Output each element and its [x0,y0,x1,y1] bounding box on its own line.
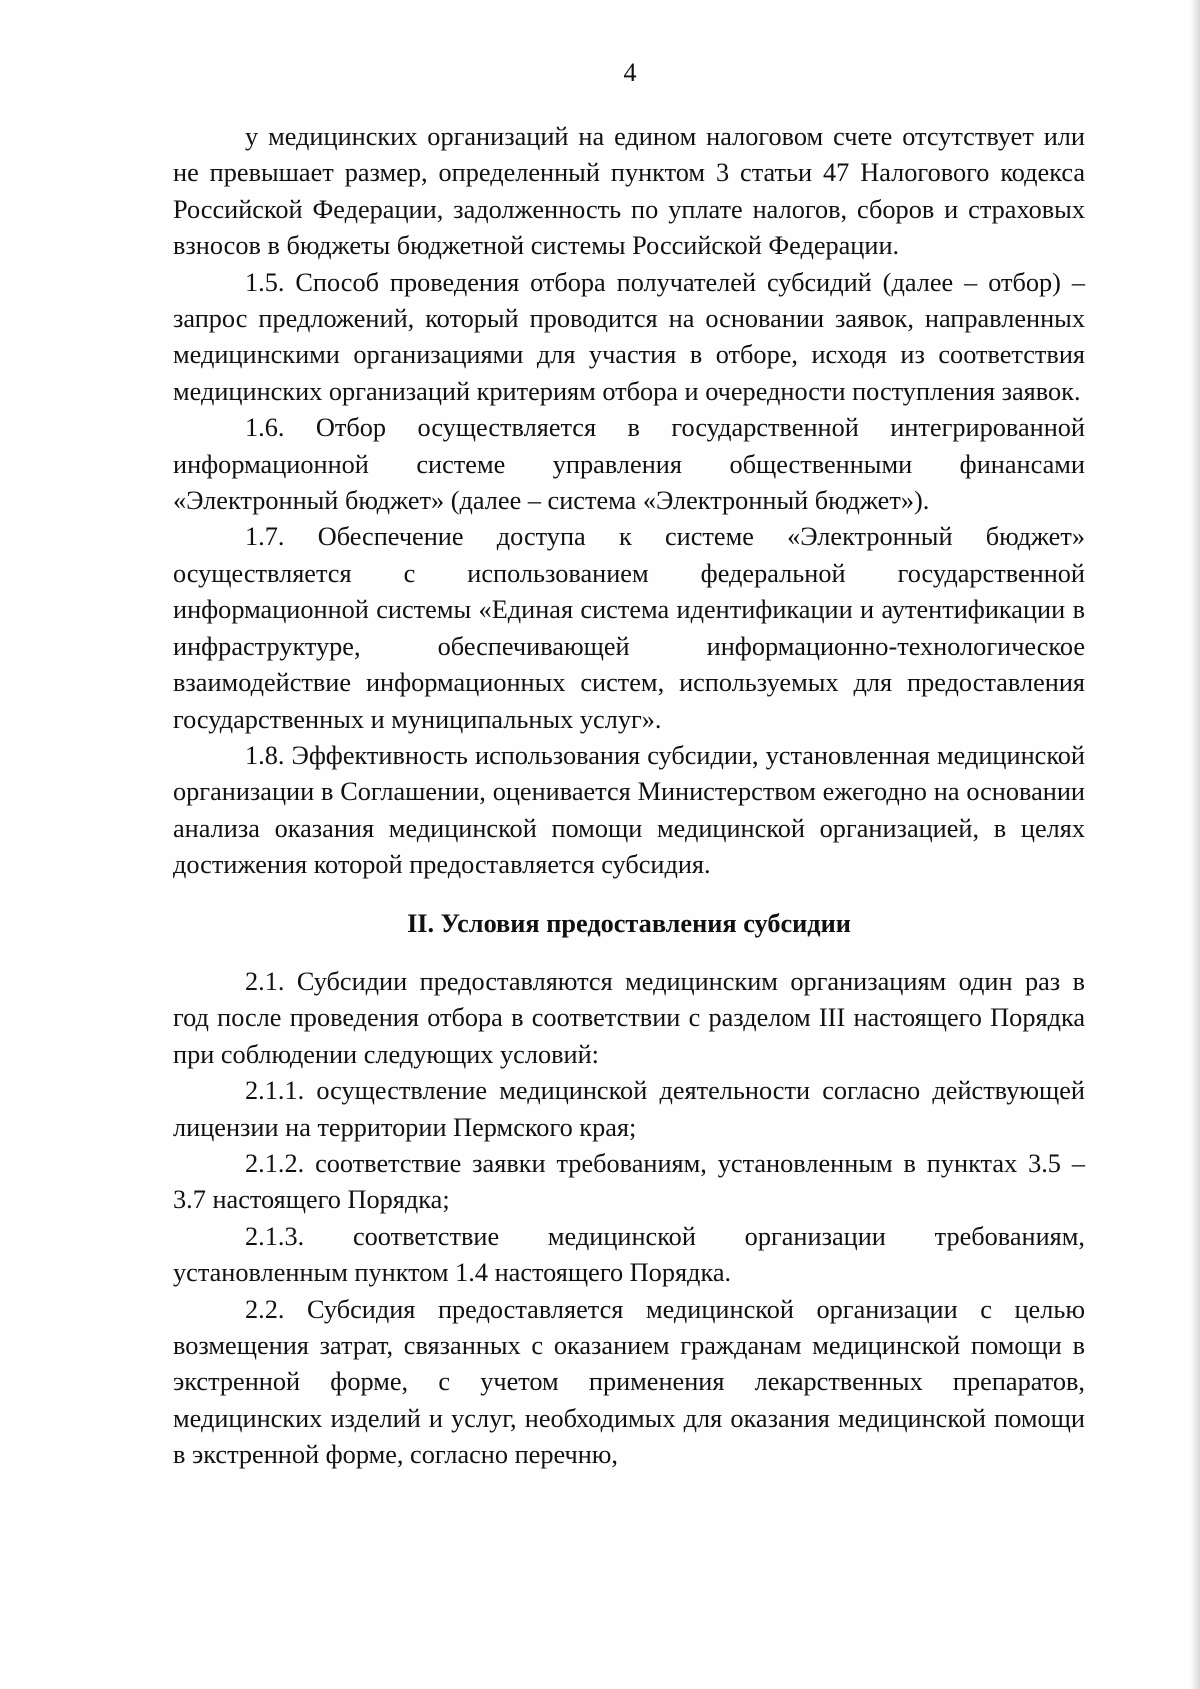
section-title: II. Условия предоставления субсидии [407,908,851,938]
page-edge-shadow [1190,0,1200,1689]
page-number: 4 [623,58,637,87]
paragraph-2-1: 2.1. Субсидии предоставляются медицинским организациям один раз в год после проведения отбора в соответствии с разделом III настоящего Порядка при соблюдении следующих условий: [173,966,1085,1069]
paragraph-1-8: 1.8. Эффективность использования субсидии, установленная медицинской организации в Соглашении, оценивается Министерством ежегодно на основании анализа оказания медицинской помощи медицинской организацией, в целях достижения которой предоставляется субсидия. [173,740,1085,880]
paragraph-1-6: 1.6. Отбор осуществляется в государственной интегрированной информационной системе управления общественными финансами «Электронный бюджет» (далее – система «Электронный бюджет»). [173,413,1085,516]
document-body [173,119,1085,1474]
paragraph-2-1-1: 2.1.1. осуществление медицинской деятельности согласно действующей лицензии на территории Пермского края; [173,1076,1085,1142]
paragraph-2-1-3: 2.1.3. соответствие медицинской организации требованиям, установленным пунктом 1.4 настоящего Порядка. [173,1221,1085,1288]
paragraph-tax-debt-continuation: у медицинских организаций на едином налоговом счете отсутствует или не превышает размер, определенный пунктом 3 статьи 47 Налогового кодекса Российской Федерации, задолженность по уплате налогов, сборов и страховых взносов в бюджеты бюджетной системы Российской Федерации. [173,122,1085,261]
paragraph-2-2: 2.2. Субсидия предоставляется медицинской организации с целью возмещения затрат, связанных с оказанием гражданам медицинской помощи в экстренной форме, с учетом применения лекарственных препаратов, медицинских изделий и услуг, необходимых для оказания медицинской помощи в экстренной форме, согласно перечню, [173,1294,1085,1470]
paragraph-1-7: 1.7. Обеспечение доступа к системе «Электронный бюджет» осуществляется с использованием федеральной государственной информационной системы «Единая система идентификации и аутентификации в инфраструктуре, обеспечивающей информационно-технологическое взаимодействие информационных систем, используемых для предоставления государственных и муниципальных услуг». [173,522,1085,734]
paragraph-1-5: 1.5. Способ проведения отбора получателей субсидий (далее – отбор) – запрос предложений, который проводится на основании заявок, направленных медицинскими организациями для участия в отборе, исходя из соответствия медицинских организаций критериям отбора и очередности поступления заявок. [173,267,1085,406]
paragraph-2-1-2: 2.1.2. соответствие заявки требованиям, установленным в пунктах 3.5 – 3.7 настоящего Порядка; [173,1148,1085,1215]
